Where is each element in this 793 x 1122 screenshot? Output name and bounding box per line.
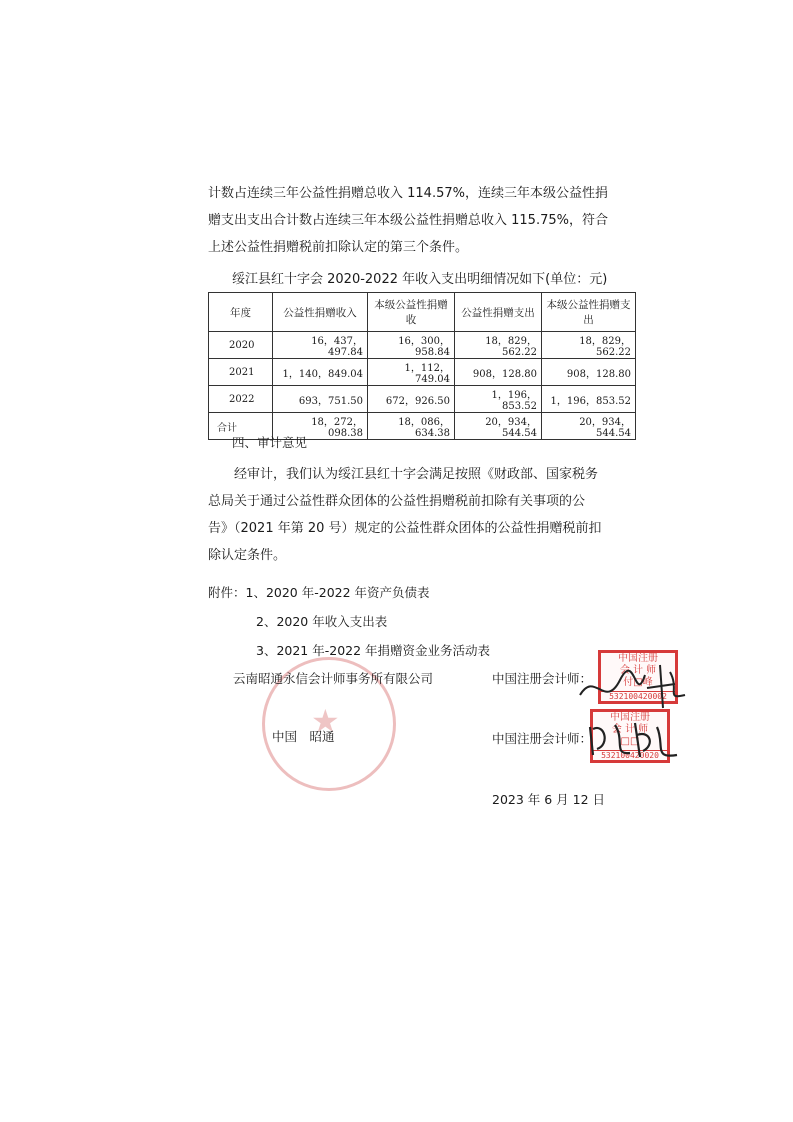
firm-location: 中国 昭通 bbox=[272, 729, 335, 744]
table-cell: 合计 bbox=[209, 413, 273, 440]
table-cell: 1，196，853.52 bbox=[455, 386, 542, 413]
table-cell: 18，829，562.22 bbox=[542, 332, 636, 359]
header-donation-expense: 公益性捐赠支出 bbox=[455, 293, 542, 332]
signature-2-icon bbox=[585, 715, 685, 765]
seal-number: 532100420002 bbox=[601, 691, 675, 701]
attachment-item: 附件：1、2020 年-2022 年资产负债表 bbox=[208, 585, 430, 600]
header-year: 年度 bbox=[209, 293, 273, 332]
firm-name: 云南昭通永信会计师事务所有限公司 bbox=[233, 671, 434, 686]
opinion-line: 除认定条件。 bbox=[208, 548, 287, 563]
opinion-line: 告》（2021 年第 20 号）规定的公益性群众团体的公益性捐赠税前扣 bbox=[208, 521, 602, 536]
table-cell: 1，196，853.52 bbox=[542, 386, 636, 413]
cpa-label: 中国注册会计师： bbox=[492, 671, 593, 686]
intro-line: 上述公益性捐赠税前扣除认定的第三个条件。 bbox=[208, 240, 469, 255]
report-date: 2023 年 6 月 12 日 bbox=[492, 792, 606, 807]
table-row bbox=[209, 332, 636, 359]
seal-name: 付□峰 bbox=[623, 677, 653, 688]
table-row bbox=[209, 359, 636, 386]
seal-text: 中国注册 bbox=[610, 712, 650, 723]
table-cell: 693，751.50 bbox=[273, 386, 368, 413]
table-cell: 20，934，544.54 bbox=[542, 413, 636, 440]
table-cell: 16，437，497.84 bbox=[273, 332, 368, 359]
income-expense-table bbox=[208, 292, 636, 440]
seal-number: 532100420020 bbox=[593, 750, 667, 760]
table-caption: 绥江县红十字会 2020-2022 年收入支出明细情况如下(单位：元) bbox=[232, 272, 608, 287]
star-icon: ★ bbox=[311, 702, 340, 740]
table-cell: 2021 bbox=[209, 359, 273, 386]
opinion-line: 经审计，我们认为绥江县红十字会满足按照《财政部、国家税务 bbox=[234, 467, 599, 482]
table-cell: 2022 bbox=[209, 386, 273, 413]
table-cell: 16，300，958.84 bbox=[368, 332, 455, 359]
table-header-row bbox=[209, 293, 636, 332]
cpa-label: 中国注册会计师： bbox=[492, 731, 593, 746]
table-cell: 908，128.80 bbox=[542, 359, 636, 386]
intro-line: 计数占连续三年公益性捐赠总收入 114.57%，连续三年本级公益性捐 bbox=[208, 186, 608, 201]
signature-1-icon bbox=[575, 660, 690, 715]
header-local-donation-expense: 本级公益性捐赠支出 bbox=[542, 293, 636, 332]
table-cell: 18，272，098.38 bbox=[273, 413, 368, 440]
section-heading: 四、审计意见 bbox=[232, 435, 308, 450]
seal-text: 会 计 师 bbox=[619, 665, 657, 676]
table-cell: 908，128.80 bbox=[455, 359, 542, 386]
header-donation-income: 公益性捐赠收入 bbox=[273, 293, 368, 332]
intro-paragraph bbox=[208, 180, 608, 261]
opinion-paragraph bbox=[208, 461, 608, 569]
seal-name: □□ bbox=[620, 736, 640, 747]
table-cell: 18，086，634.38 bbox=[368, 413, 455, 440]
seal-text: 会 计 师 bbox=[611, 724, 649, 735]
table-cell: 672，926.50 bbox=[368, 386, 455, 413]
table-cell: 18，829，562.22 bbox=[455, 332, 542, 359]
table-cell: 2020 bbox=[209, 332, 273, 359]
intro-line: 赠支出支出合计数占连续三年本级公益性捐赠总收入 115.75%，符合 bbox=[208, 213, 608, 228]
table-cell: 1，140，849.04 bbox=[273, 359, 368, 386]
header-local-donation-income: 本级公益性捐赠收 bbox=[368, 293, 455, 332]
seal-text: 中国注册 bbox=[618, 653, 658, 664]
table-row bbox=[209, 386, 636, 413]
attachment-item: 2、2020 年收入支出表 bbox=[256, 614, 388, 629]
opinion-line: 总局关于通过公益性群众团体的公益性捐赠税前扣除有关事项的公 bbox=[208, 494, 586, 509]
attachment-item: 3、2021 年-2022 年捐赠资金业务活动表 bbox=[256, 643, 491, 658]
table-cell: 1，112，749.04 bbox=[368, 359, 455, 386]
table-cell: 20，934，544.54 bbox=[455, 413, 542, 440]
